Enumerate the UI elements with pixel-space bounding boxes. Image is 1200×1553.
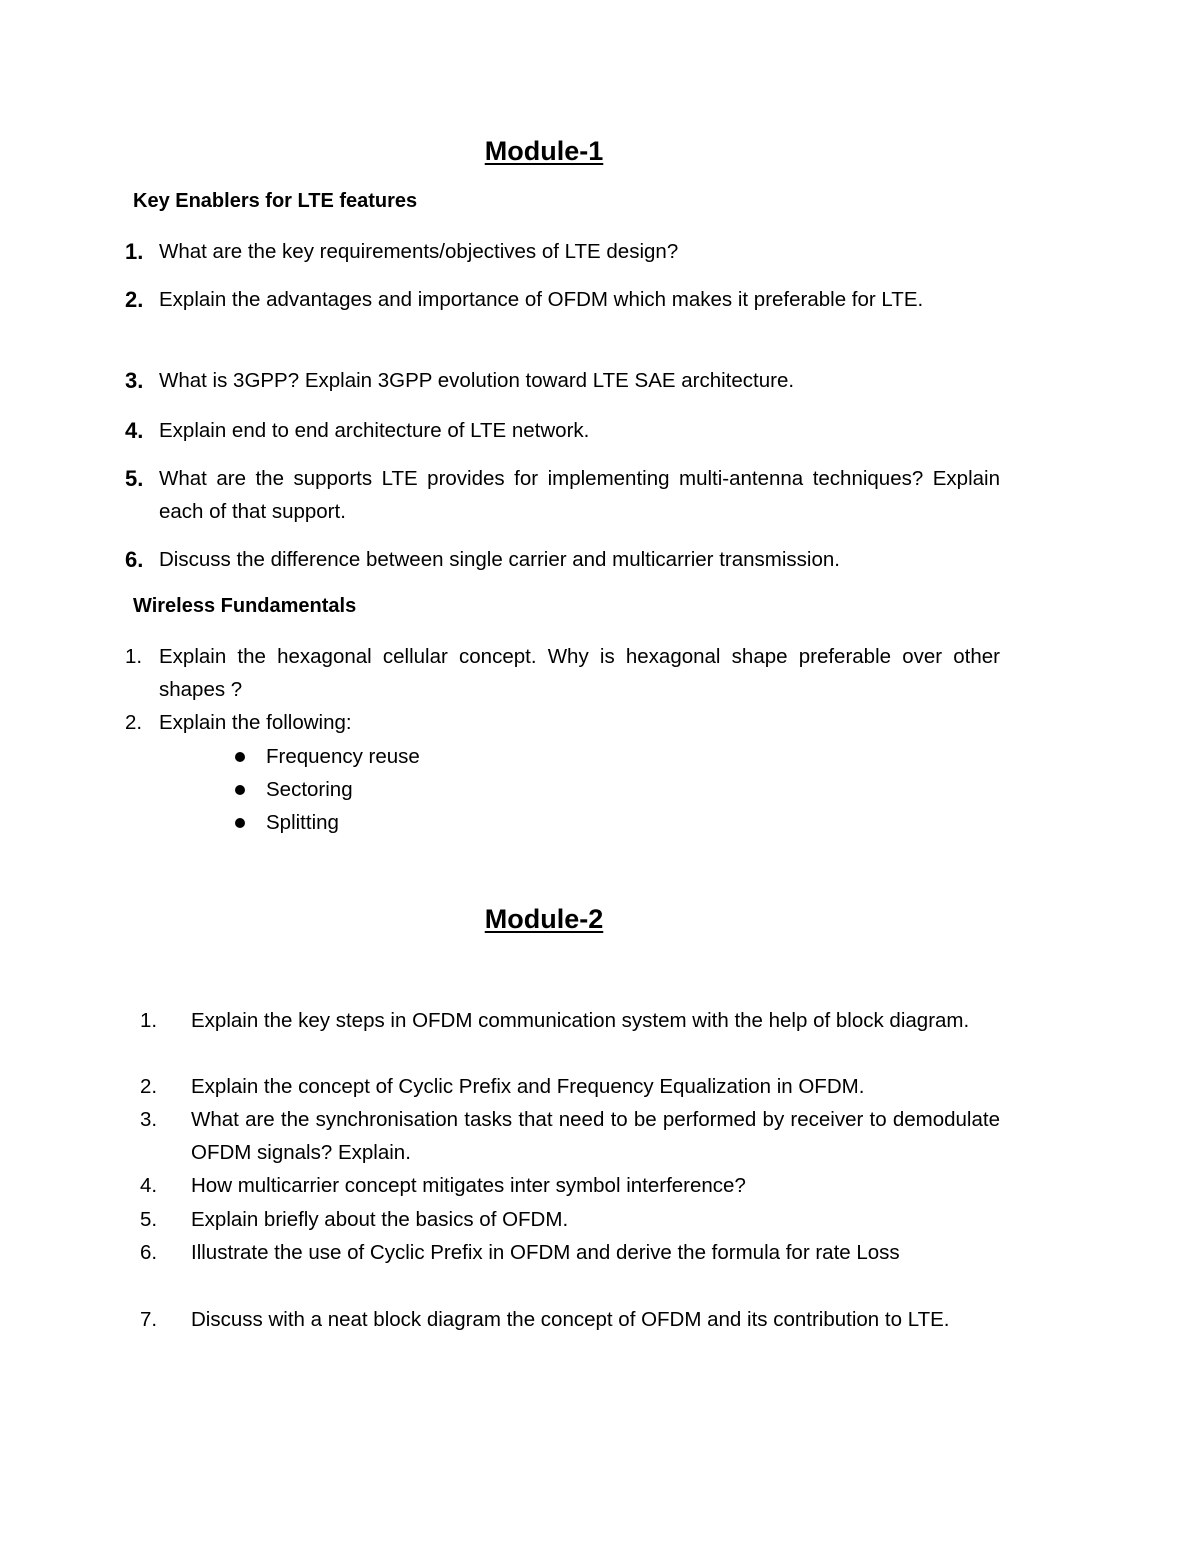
question-number: 3.	[140, 1108, 158, 1131]
question-number: 1.	[125, 239, 144, 264]
bullet-dot-icon	[235, 818, 245, 828]
list-item	[0, 1103, 1200, 1169]
module-2-title: Module-2	[484, 904, 604, 934]
list-item	[0, 1070, 1200, 1103]
question-text: Illustrate the use of Cyclic Prefix in OFDM and derive the formula for rate Loss	[191, 1241, 900, 1264]
question-number: 5.	[140, 1208, 158, 1231]
question-text: Discuss the difference between single carrier and multicarrier transmission.	[159, 548, 840, 571]
question-number: 1.	[140, 1009, 158, 1032]
list-item	[0, 640, 1200, 706]
question-text: Discuss with a neat block diagram the concept of OFDM and its contribution to LTE.	[191, 1308, 950, 1331]
module-1-title: Module-1	[484, 136, 604, 166]
question-text: Explain end to end architecture of LTE network.	[159, 419, 590, 442]
question-text: What are the key requirements/objectives of LTE design?	[159, 240, 679, 263]
question-text: Explain the key steps in OFDM communication system with the help of block diagram.	[191, 1009, 970, 1032]
list-item	[0, 543, 1200, 576]
question-number: 6.	[140, 1241, 158, 1264]
question-number: 1.	[125, 645, 143, 668]
bullet-text: Sectoring	[266, 778, 353, 801]
question-text: Explain briefly about the basics of OFDM.	[191, 1208, 569, 1231]
wireless-fundamentals-heading: Wireless Fundamentals	[133, 595, 357, 617]
list-item	[0, 462, 1200, 528]
question-text: Explain the following:	[159, 711, 352, 734]
bullet-text: Frequency reuse	[266, 745, 420, 768]
key-enablers-heading: Key Enablers for LTE features	[133, 190, 418, 212]
question-number: 2.	[125, 711, 143, 734]
bullet-dot-icon	[235, 752, 245, 762]
list-item	[0, 1203, 1200, 1236]
question-number: 4.	[140, 1174, 158, 1197]
question-number: 2.	[140, 1075, 158, 1098]
question-text: What is 3GPP? Explain 3GPP evolution toward LTE SAE architecture.	[159, 369, 795, 392]
question-text: How multicarrier concept mitigates inter symbol interference?	[191, 1174, 746, 1197]
question-number: 6.	[125, 547, 144, 572]
list-item	[0, 1169, 1200, 1202]
list-item	[0, 1303, 1200, 1336]
list-item	[0, 364, 1200, 397]
list-item	[0, 1236, 1200, 1269]
bullet-dot-icon	[235, 785, 245, 795]
question-number: 7.	[140, 1308, 158, 1331]
question-number: 3.	[125, 368, 144, 393]
question-text: Explain the concept of Cyclic Prefix and Frequency Equalization in OFDM.	[191, 1075, 865, 1098]
bullet-text: Splitting	[266, 811, 339, 834]
list-item	[0, 414, 1200, 447]
list-item	[0, 235, 1200, 268]
question-number: 2.	[125, 287, 144, 312]
list-item	[0, 283, 1200, 316]
question-number: 4.	[125, 418, 144, 443]
list-item	[0, 1004, 1200, 1037]
question-text: What are the supports LTE provides for implementing multi-antenna techniques? Explain each of that support.	[159, 467, 1000, 523]
question-number: 5.	[125, 466, 144, 491]
question-text: Explain the advantages and importance of OFDM which makes it preferable for LTE.	[159, 288, 924, 311]
list-item	[0, 706, 1200, 739]
question-text: What are the synchronisation tasks that need to be performed by receiver to demodulate OFDM signals? Explain.	[191, 1108, 1000, 1164]
question-text: Explain the hexagonal cellular concept. Why is hexagonal shape preferable over other shapes ?	[159, 645, 1000, 701]
